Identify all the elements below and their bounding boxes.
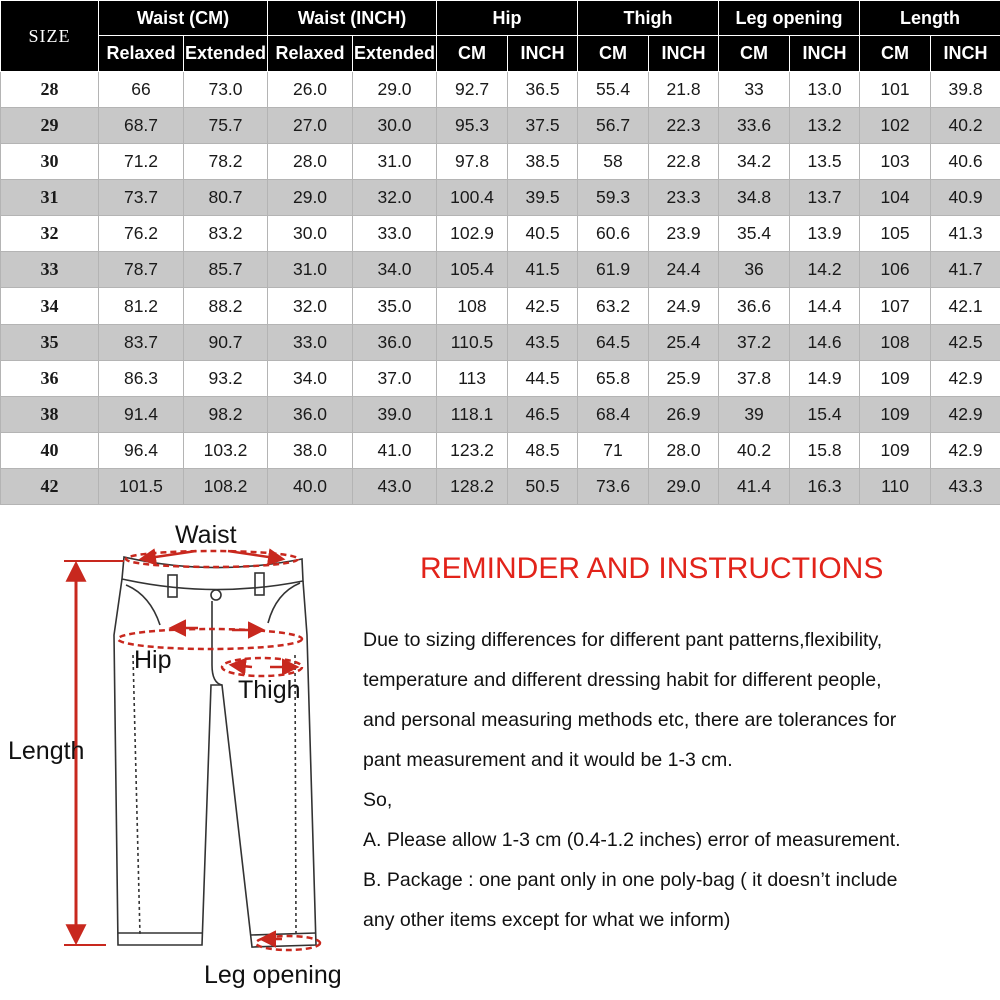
measurement-cell: 118.1 xyxy=(437,396,508,432)
measurement-cell: 27.0 xyxy=(268,108,353,144)
measurement-cell: 31.0 xyxy=(353,144,437,180)
measurement-cell: 29.0 xyxy=(649,468,719,504)
table-row xyxy=(1,432,1000,468)
measurement-cell: 40.2 xyxy=(931,108,1000,144)
instruction-line: B. Package : one pant only in one poly-bag ( it doesn’t include xyxy=(363,869,898,891)
instruction-line: So, xyxy=(363,789,393,811)
measurement-cell: 42.9 xyxy=(931,432,1000,468)
measurement-cell: 36.5 xyxy=(508,72,578,108)
measurement-cell: 85.7 xyxy=(184,252,268,288)
measurement-cell: 68.4 xyxy=(578,396,649,432)
measurement-cell: 78.7 xyxy=(99,252,184,288)
subheader-3-1: INCH xyxy=(649,36,719,72)
measurement-cell: 66 xyxy=(99,72,184,108)
measurement-cell: 90.7 xyxy=(184,324,268,360)
measurement-cell: 39.0 xyxy=(353,396,437,432)
table-row xyxy=(1,468,1000,504)
subheader-row xyxy=(1,36,1000,72)
measurement-cell: 93.2 xyxy=(184,360,268,396)
instruction-line: pant measurement and it would be 1-3 cm. xyxy=(363,749,733,771)
measurement-cell: 36.0 xyxy=(353,324,437,360)
measurement-cell: 109 xyxy=(860,432,931,468)
size-column-header: SIZE xyxy=(1,1,99,72)
measurement-cell: 41.4 xyxy=(719,468,790,504)
measurement-cell: 29.0 xyxy=(268,180,353,216)
measurement-cell: 29.0 xyxy=(353,72,437,108)
measurement-cell: 108 xyxy=(860,324,931,360)
size-cell: 30 xyxy=(1,144,99,180)
measurement-cell: 102 xyxy=(860,108,931,144)
measurement-cell: 113 xyxy=(437,360,508,396)
measurement-cell: 81.2 xyxy=(99,288,184,324)
measurement-cell: 73.6 xyxy=(578,468,649,504)
length-label: Length xyxy=(8,737,85,765)
measurement-cell: 106 xyxy=(860,252,931,288)
measurement-cell: 43.0 xyxy=(353,468,437,504)
measurement-cell: 96.4 xyxy=(99,432,184,468)
table-row xyxy=(1,396,1000,432)
table-row xyxy=(1,144,1000,180)
measurement-cell: 22.3 xyxy=(649,108,719,144)
measurement-cell: 46.5 xyxy=(508,396,578,432)
measurement-cell: 14.4 xyxy=(790,288,860,324)
measurement-cell: 103 xyxy=(860,144,931,180)
thigh-measure-line xyxy=(222,658,302,676)
measurement-cell: 97.8 xyxy=(437,144,508,180)
size-cell: 35 xyxy=(1,324,99,360)
measurement-cell: 95.3 xyxy=(437,108,508,144)
measurement-cell: 91.4 xyxy=(99,396,184,432)
table-row xyxy=(1,216,1000,252)
waist-label: Waist xyxy=(175,521,237,549)
measurement-cell: 123.2 xyxy=(437,432,508,468)
size-cell: 40 xyxy=(1,432,99,468)
measurement-cell: 86.3 xyxy=(99,360,184,396)
measurement-cell: 71.2 xyxy=(99,144,184,180)
table-row xyxy=(1,72,1000,108)
leg-opening-measure-line xyxy=(256,936,320,950)
measurement-cell: 58 xyxy=(578,144,649,180)
measurement-cell: 42.5 xyxy=(508,288,578,324)
measurement-cell: 37.2 xyxy=(719,324,790,360)
measurement-cell: 42.9 xyxy=(931,360,1000,396)
measurement-cell: 92.7 xyxy=(437,72,508,108)
measurement-cell: 40.0 xyxy=(268,468,353,504)
measurement-cell: 42.5 xyxy=(931,324,1000,360)
measurement-cell: 80.7 xyxy=(184,180,268,216)
subheader-5-0: CM xyxy=(860,36,931,72)
measurement-cell: 34.8 xyxy=(719,180,790,216)
size-cell: 42 xyxy=(1,468,99,504)
measurement-cell: 36.0 xyxy=(268,396,353,432)
measurement-cell: 55.4 xyxy=(578,72,649,108)
pants-outline xyxy=(114,557,316,947)
measurement-cell: 75.7 xyxy=(184,108,268,144)
measurement-cell: 36.6 xyxy=(719,288,790,324)
subheader-0-0: Relaxed xyxy=(99,36,184,72)
table-row xyxy=(1,324,1000,360)
measurement-cell: 39.5 xyxy=(508,180,578,216)
measurement-cell: 107 xyxy=(860,288,931,324)
instruction-line: Due to sizing differences for different pant patterns,flexibility, xyxy=(363,629,883,651)
measurement-cell: 110 xyxy=(860,468,931,504)
measurement-cell: 48.5 xyxy=(508,432,578,468)
measurement-cell: 98.2 xyxy=(184,396,268,432)
measurement-cell: 33.6 xyxy=(719,108,790,144)
subheader-2-1: INCH xyxy=(508,36,578,72)
measurement-cell: 30.0 xyxy=(268,216,353,252)
measurement-cell: 105 xyxy=(860,216,931,252)
measurement-cell: 15.8 xyxy=(790,432,860,468)
measurement-cell: 68.7 xyxy=(99,108,184,144)
instruction-line: A. Please allow 1-3 cm (0.4-1.2 inches) error of measurement. xyxy=(363,829,901,851)
measurement-cell: 101.5 xyxy=(99,468,184,504)
size-cell: 38 xyxy=(1,396,99,432)
instruction-line: any other items except for what we inform) xyxy=(363,909,731,931)
hip-header: Hip xyxy=(437,1,578,36)
measurement-cell: 108 xyxy=(437,288,508,324)
measurement-cell: 13.7 xyxy=(790,180,860,216)
measurement-cell: 50.5 xyxy=(508,468,578,504)
measurement-cell: 41.7 xyxy=(931,252,1000,288)
measurement-cell: 23.3 xyxy=(649,180,719,216)
measurement-cell: 39.8 xyxy=(931,72,1000,108)
measurement-cell: 43.3 xyxy=(931,468,1000,504)
measurement-cell: 108.2 xyxy=(184,468,268,504)
measurement-cell: 13.5 xyxy=(790,144,860,180)
size-cell: 32 xyxy=(1,216,99,252)
measurement-cell: 25.4 xyxy=(649,324,719,360)
measurement-cell: 33.0 xyxy=(268,324,353,360)
subheader-4-0: CM xyxy=(719,36,790,72)
measurement-cell: 104 xyxy=(860,180,931,216)
reminder-title: REMINDER AND INSTRUCTIONS xyxy=(420,552,884,585)
measurement-cell: 64.5 xyxy=(578,324,649,360)
measurement-cell: 40.6 xyxy=(931,144,1000,180)
measurement-cell: 100.4 xyxy=(437,180,508,216)
subheader-0-1: Extended xyxy=(184,36,268,72)
measurement-cell: 28.0 xyxy=(268,144,353,180)
measurement-cell: 15.4 xyxy=(790,396,860,432)
subheader-4-1: INCH xyxy=(790,36,860,72)
measurement-cell: 128.2 xyxy=(437,468,508,504)
measurement-cell: 24.9 xyxy=(649,288,719,324)
measurement-cell: 35.0 xyxy=(353,288,437,324)
table-body xyxy=(1,72,1000,505)
measurement-cell: 34.0 xyxy=(353,252,437,288)
measurement-cell: 43.5 xyxy=(508,324,578,360)
size-cell: 29 xyxy=(1,108,99,144)
measurement-cell: 22.8 xyxy=(649,144,719,180)
measurement-cell: 110.5 xyxy=(437,324,508,360)
size-cell: 36 xyxy=(1,360,99,396)
measurement-cell: 16.3 xyxy=(790,468,860,504)
measurement-cell: 13.9 xyxy=(790,216,860,252)
measurement-cell: 14.9 xyxy=(790,360,860,396)
measurement-cell: 63.2 xyxy=(578,288,649,324)
subheader-1-0: Relaxed xyxy=(268,36,353,72)
measurement-cell: 33.0 xyxy=(353,216,437,252)
measurement-cell: 40.9 xyxy=(931,180,1000,216)
thigh-header: Thigh xyxy=(578,1,719,36)
thigh-label: Thigh xyxy=(238,676,301,704)
measurement-cell: 13.2 xyxy=(790,108,860,144)
measurement-cell: 26.9 xyxy=(649,396,719,432)
subheader-5-1: INCH xyxy=(931,36,1000,72)
measurement-cell: 102.9 xyxy=(437,216,508,252)
waist-cm-header: Waist (CM) xyxy=(99,1,268,36)
measurement-cell: 76.2 xyxy=(99,216,184,252)
measurement-cell: 41.5 xyxy=(508,252,578,288)
measurement-cell: 41.0 xyxy=(353,432,437,468)
table-row xyxy=(1,108,1000,144)
size-cell: 31 xyxy=(1,180,99,216)
measurement-cell: 83.2 xyxy=(184,216,268,252)
measurement-cell: 103.2 xyxy=(184,432,268,468)
measurement-cell: 39 xyxy=(719,396,790,432)
table-row xyxy=(1,360,1000,396)
measurement-cell: 44.5 xyxy=(508,360,578,396)
table-row xyxy=(1,252,1000,288)
measurement-cell: 25.9 xyxy=(649,360,719,396)
measurement-cell: 28.0 xyxy=(649,432,719,468)
pants-measurement-diagram xyxy=(0,515,370,1000)
measurement-cell: 32.0 xyxy=(268,288,353,324)
measurement-cell: 61.9 xyxy=(578,252,649,288)
waist-inch-header: Waist (INCH) xyxy=(268,1,437,36)
measurement-cell: 56.7 xyxy=(578,108,649,144)
measurement-cell: 36 xyxy=(719,252,790,288)
measurement-cell: 30.0 xyxy=(353,108,437,144)
measurement-cell: 37.8 xyxy=(719,360,790,396)
measurement-cell: 31.0 xyxy=(268,252,353,288)
measurement-cell: 38.0 xyxy=(268,432,353,468)
table-row xyxy=(1,288,1000,324)
measurement-cell: 24.4 xyxy=(649,252,719,288)
measurement-cell: 34.0 xyxy=(268,360,353,396)
measurement-cell: 13.0 xyxy=(790,72,860,108)
measurement-cell: 59.3 xyxy=(578,180,649,216)
subheader-1-1: Extended xyxy=(353,36,437,72)
subheader-3-0: CM xyxy=(578,36,649,72)
measurement-cell: 41.3 xyxy=(931,216,1000,252)
measurement-cell: 35.4 xyxy=(719,216,790,252)
measurement-cell: 32.0 xyxy=(353,180,437,216)
size-cell: 28 xyxy=(1,72,99,108)
measurement-cell: 60.6 xyxy=(578,216,649,252)
measurement-cell: 65.8 xyxy=(578,360,649,396)
measurement-cell: 109 xyxy=(860,360,931,396)
measurement-cell: 73.7 xyxy=(99,180,184,216)
measurement-cell: 73.0 xyxy=(184,72,268,108)
measurement-cell: 109 xyxy=(860,396,931,432)
instructions-text xyxy=(363,620,1000,940)
measurement-cell: 33 xyxy=(719,72,790,108)
leg-opening-header: Leg opening xyxy=(719,1,860,36)
leg-opening-label: Leg opening xyxy=(204,961,342,989)
measurement-cell: 105.4 xyxy=(437,252,508,288)
measurement-cell: 42.1 xyxy=(931,288,1000,324)
measurement-cell: 26.0 xyxy=(268,72,353,108)
length-header: Length xyxy=(860,1,1000,36)
instruction-line: and personal measuring methods etc, there are tolerances for xyxy=(363,709,897,731)
table-header xyxy=(1,1,1000,72)
measurement-cell: 40.2 xyxy=(719,432,790,468)
measurement-cell: 14.6 xyxy=(790,324,860,360)
size-cell: 33 xyxy=(1,252,99,288)
measurement-cell: 101 xyxy=(860,72,931,108)
measurement-cell: 23.9 xyxy=(649,216,719,252)
subheader-2-0: CM xyxy=(437,36,508,72)
measurement-cell: 34.2 xyxy=(719,144,790,180)
measurement-cell: 14.2 xyxy=(790,252,860,288)
measurement-cell: 37.0 xyxy=(353,360,437,396)
measurement-cell: 88.2 xyxy=(184,288,268,324)
table-row xyxy=(1,180,1000,216)
measurement-cell: 38.5 xyxy=(508,144,578,180)
measurement-cell: 71 xyxy=(578,432,649,468)
measurement-cell: 78.2 xyxy=(184,144,268,180)
measurement-cell: 37.5 xyxy=(508,108,578,144)
measurement-cell: 83.7 xyxy=(99,324,184,360)
size-cell: 34 xyxy=(1,288,99,324)
instruction-line: temperature and different dressing habit for different people, xyxy=(363,669,882,691)
measurement-cell: 40.5 xyxy=(508,216,578,252)
measurement-cell: 21.8 xyxy=(649,72,719,108)
measurement-cell: 42.9 xyxy=(931,396,1000,432)
hip-label: Hip xyxy=(134,646,172,674)
